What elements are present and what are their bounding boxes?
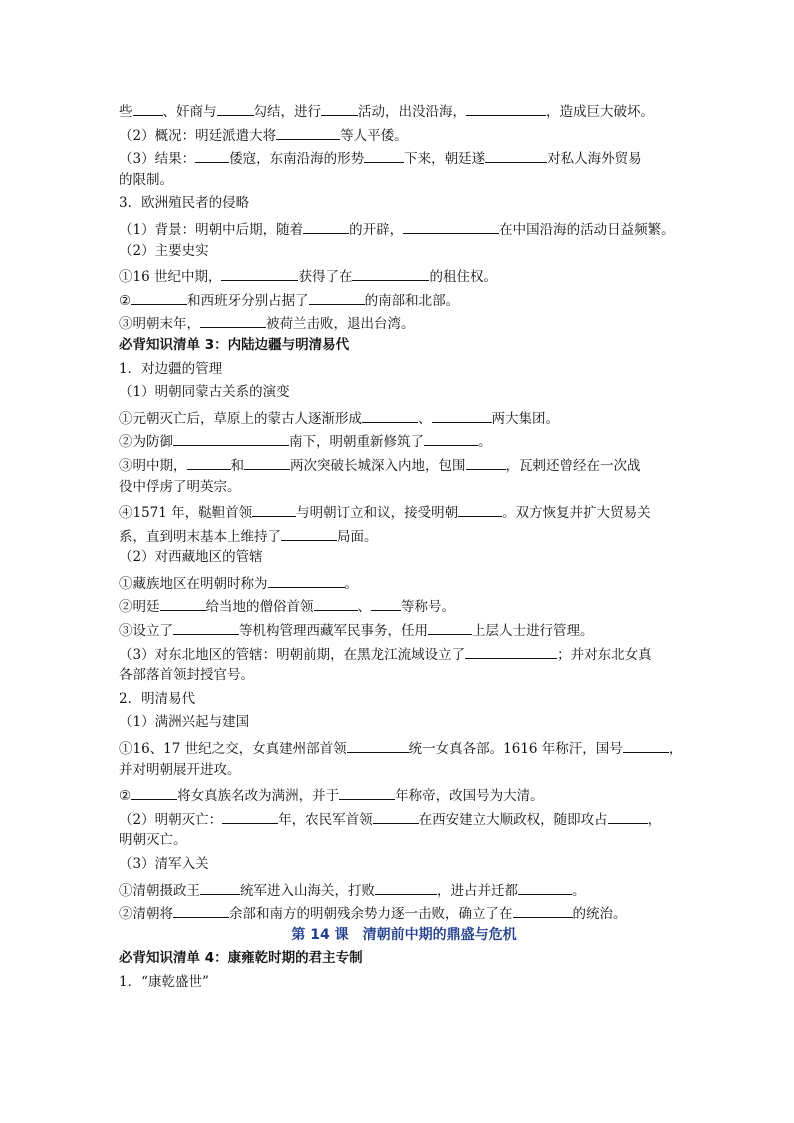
- text-line: [119, 476, 689, 500]
- line-text: ②清朝将: [119, 906, 173, 923]
- line-text: 。双方恢复并扩大贸易关: [502, 505, 651, 522]
- line-text: 的统治。: [572, 906, 627, 923]
- fill-in-blank[interactable]: [428, 617, 472, 635]
- text-line: [119, 641, 689, 665]
- fill-in-blank[interactable]: [200, 310, 266, 328]
- fill-in-blank[interactable]: [371, 593, 401, 611]
- line-text: 对私人海外贸易: [547, 151, 642, 168]
- text-line: [119, 263, 689, 287]
- line-text: 年，农民军首领: [278, 811, 373, 828]
- lesson-title: [119, 924, 689, 948]
- fill-in-blank[interactable]: [458, 499, 502, 517]
- line-text: ①藏族地区在明朝时称为: [119, 575, 268, 592]
- text-line: [119, 570, 689, 594]
- line-text: 些: [119, 104, 133, 120]
- fill-in-blank[interactable]: [200, 877, 240, 895]
- fill-in-blank[interactable]: [608, 806, 648, 824]
- text-line: [119, 216, 689, 240]
- fill-in-blank[interactable]: [375, 877, 437, 895]
- line-text: 下来，朝廷遂: [404, 151, 486, 168]
- fill-in-blank[interactable]: [187, 452, 231, 470]
- line-text: 在中国沿海的活动日益频繁。: [499, 221, 675, 238]
- line-text: 明朝灭亡。: [119, 832, 187, 849]
- line-text: （2）主要史实: [119, 242, 209, 259]
- knowledge-list-heading: [119, 334, 689, 358]
- fill-in-blank[interactable]: [221, 263, 298, 281]
- line-text: 第 14 课 清朝前中期的鼎盛与危机: [291, 926, 517, 943]
- line-text: 余部和南方的明朝残余势力逐一击败，确立了在: [229, 906, 513, 923]
- knowledge-list-heading: [119, 947, 689, 971]
- line-text: 的租住权。: [429, 269, 497, 286]
- line-text: ，进占并迁都: [437, 882, 518, 899]
- text-line: [119, 452, 689, 476]
- text-line: [119, 169, 689, 193]
- text-line: [119, 829, 689, 853]
- text-line: [119, 122, 689, 146]
- text-line: [119, 287, 689, 311]
- text-line: [119, 664, 689, 688]
- fill-in-blank[interactable]: [131, 782, 177, 800]
- line-text: 和西班牙分别占据了: [187, 292, 309, 309]
- fill-in-blank[interactable]: [466, 98, 546, 116]
- line-text: 各部落首领封授官号。: [119, 667, 254, 684]
- line-text: 给当地的僧俗首领: [205, 599, 314, 616]
- line-text: 必背知识清单 4：康雍乾时期的君主专制: [119, 950, 363, 967]
- fill-in-blank[interactable]: [321, 98, 358, 116]
- line-text: ③明中期，: [119, 457, 187, 474]
- line-text: 将女真族名改为满洲，并于: [177, 788, 340, 805]
- line-text: 、: [357, 599, 371, 616]
- fill-in-blank[interactable]: [309, 287, 365, 305]
- line-text: 等机构管理西藏军民事务，任用: [239, 623, 428, 640]
- line-text: 勾结，进行: [253, 104, 321, 120]
- fill-in-blank[interactable]: [217, 98, 254, 116]
- line-text: 。: [344, 575, 358, 592]
- section-heading: [119, 971, 689, 995]
- text-line: [119, 877, 689, 901]
- text-line: [119, 711, 689, 735]
- line-text: 在西安建立大顺政权，随即攻占: [418, 811, 608, 828]
- line-text: 1．“康乾盛世”: [119, 973, 209, 990]
- line-text: 和: [230, 457, 244, 474]
- line-text: 两大集团。: [491, 410, 559, 427]
- line-text: 。: [478, 434, 492, 451]
- text-line: [119, 405, 689, 429]
- line-text: ①16、17 世纪之交，女真建州部首领: [119, 741, 347, 758]
- fill-in-blank[interactable]: [466, 452, 506, 470]
- line-text: 获得了在: [298, 269, 353, 286]
- fill-in-blank[interactable]: [347, 735, 409, 753]
- line-text: 3．欧洲殖民者的侵略: [119, 195, 250, 212]
- line-text: ，: [647, 811, 662, 828]
- line-text: 等人平倭。: [340, 127, 408, 144]
- fill-in-blank[interactable]: [173, 428, 289, 446]
- line-text: ②明廷: [119, 599, 160, 616]
- fill-in-blank[interactable]: [373, 806, 419, 824]
- fill-in-blank[interactable]: [424, 428, 478, 446]
- line-text: ②: [119, 788, 132, 805]
- line-text: 统一女真各部。1616 年称汗，国号: [408, 741, 623, 758]
- fill-in-blank[interactable]: [276, 122, 340, 140]
- line-text: ，: [668, 741, 683, 758]
- text-line: [119, 735, 689, 759]
- line-text: ③设立了: [119, 623, 173, 640]
- fill-in-blank[interactable]: [623, 735, 669, 753]
- text-line: [119, 499, 689, 523]
- fill-in-blank[interactable]: [303, 216, 349, 234]
- fill-in-blank[interactable]: [432, 405, 492, 423]
- text-line: [119, 546, 689, 570]
- line-text: ②为防御: [119, 434, 173, 451]
- line-text: ①16 世纪中期，: [119, 269, 222, 286]
- line-text: 的开辟，: [349, 221, 404, 238]
- line-text: 统军进入山海关，打败: [240, 882, 375, 899]
- line-text: 被荷兰击败，退出台湾。: [266, 316, 415, 333]
- section-heading: [119, 358, 689, 382]
- line-text: （1）满洲兴起与建国: [119, 714, 250, 731]
- text-line: [119, 617, 689, 641]
- line-text: 局面。: [337, 528, 378, 545]
- line-text: 与明朝订立和议，接受明朝: [296, 505, 459, 522]
- fill-in-blank[interactable]: [173, 617, 239, 635]
- line-text: 、: [418, 410, 432, 427]
- text-line: [119, 806, 689, 830]
- line-text: ①清朝摄政王: [119, 882, 200, 899]
- line-text: （3）结果：: [119, 151, 196, 168]
- line-text: （1）背景：明朝中后期，随着: [119, 221, 304, 238]
- fill-in-blank[interactable]: [244, 452, 290, 470]
- fill-in-blank[interactable]: [160, 593, 206, 611]
- fill-in-blank[interactable]: [465, 641, 557, 659]
- line-text: ①元朝灭亡后，草原上的蒙古人逐渐形成: [119, 410, 362, 427]
- text-line: [119, 145, 689, 169]
- fill-in-blank[interactable]: [281, 523, 337, 541]
- line-text: ②: [119, 292, 132, 309]
- fill-in-blank[interactable]: [195, 145, 229, 163]
- fill-in-blank[interactable]: [268, 570, 345, 588]
- line-text: 上层人士进行管理。: [472, 623, 594, 640]
- line-text: 的南部和北部。: [364, 292, 460, 309]
- line-text: ；并对东北女真: [557, 646, 652, 663]
- section-heading: [119, 192, 689, 216]
- line-text: （2）概况：明廷派遣大将: [119, 127, 277, 144]
- text-line: [119, 240, 689, 264]
- text-line: [119, 759, 689, 783]
- fill-in-blank[interactable]: [314, 593, 358, 611]
- line-text: ，造成巨大破坏。: [546, 104, 654, 120]
- line-text: （1）明朝同蒙古关系的演变: [119, 384, 290, 401]
- line-text: 并对明朝展开进攻。: [119, 761, 241, 778]
- fill-in-blank[interactable]: [362, 405, 418, 423]
- line-text: （3）清军入关: [119, 856, 209, 872]
- fill-in-blank[interactable]: [513, 900, 573, 918]
- line-text: ，瓦剌还曾经在一次战: [505, 457, 641, 474]
- text-line: [119, 853, 689, 877]
- line-text: （3）对东北地区的管辖：明朝前期，在黑龙江流域设立了: [119, 646, 466, 663]
- line-text: 1．对边疆的管理: [119, 360, 223, 377]
- line-text: 等称号。: [401, 599, 455, 616]
- fill-in-blank[interactable]: [485, 145, 547, 163]
- line-text: 2．明清易代: [119, 690, 196, 707]
- fill-in-blank[interactable]: [173, 900, 229, 918]
- section-heading: [119, 688, 689, 712]
- line-text: （2）明朝灭亡：: [119, 811, 223, 828]
- line-text: 。: [572, 882, 586, 899]
- line-text: 役中俘虏了明英宗。: [119, 478, 241, 495]
- worksheet-body: [119, 98, 689, 995]
- fill-in-blank[interactable]: [222, 806, 278, 824]
- fill-in-blank[interactable]: [403, 216, 499, 234]
- line-text: 、奸商与: [162, 104, 217, 120]
- line-text: ④1571 年，鞑靼首领: [119, 505, 253, 522]
- line-text: 南下，明朝重新修筑了: [289, 434, 424, 451]
- text-line: [119, 310, 689, 334]
- line-text: 系，直到明末基本上维持了: [119, 528, 281, 545]
- fill-in-blank[interactable]: [352, 263, 429, 281]
- text-line: [119, 782, 689, 806]
- text-line: [119, 98, 689, 122]
- fill-in-blank[interactable]: [133, 98, 163, 116]
- fill-in-blank[interactable]: [252, 499, 296, 517]
- fill-in-blank[interactable]: [364, 145, 404, 163]
- line-text: 倭寇，东南沿海的形势: [229, 151, 365, 168]
- line-text: 活动，出没沿海，: [358, 104, 466, 120]
- line-text: ③明朝末年，: [119, 316, 200, 333]
- text-line: [119, 428, 689, 452]
- text-line: [119, 523, 689, 547]
- line-text: 必背知识清单 3：内陆边疆与明清易代: [119, 336, 350, 353]
- fill-in-blank[interactable]: [131, 287, 187, 305]
- line-text: （2）对西藏地区的管辖: [119, 549, 263, 566]
- fill-in-blank[interactable]: [518, 877, 572, 895]
- line-text: 年称帝，改国号为大清。: [395, 788, 544, 805]
- text-line: [119, 900, 689, 924]
- text-line: [119, 381, 689, 405]
- text-line: [119, 593, 689, 617]
- line-text: 的限制。: [119, 171, 173, 188]
- line-text: 两次突破长城深入内地，包围: [290, 457, 466, 474]
- fill-in-blank[interactable]: [339, 782, 395, 800]
